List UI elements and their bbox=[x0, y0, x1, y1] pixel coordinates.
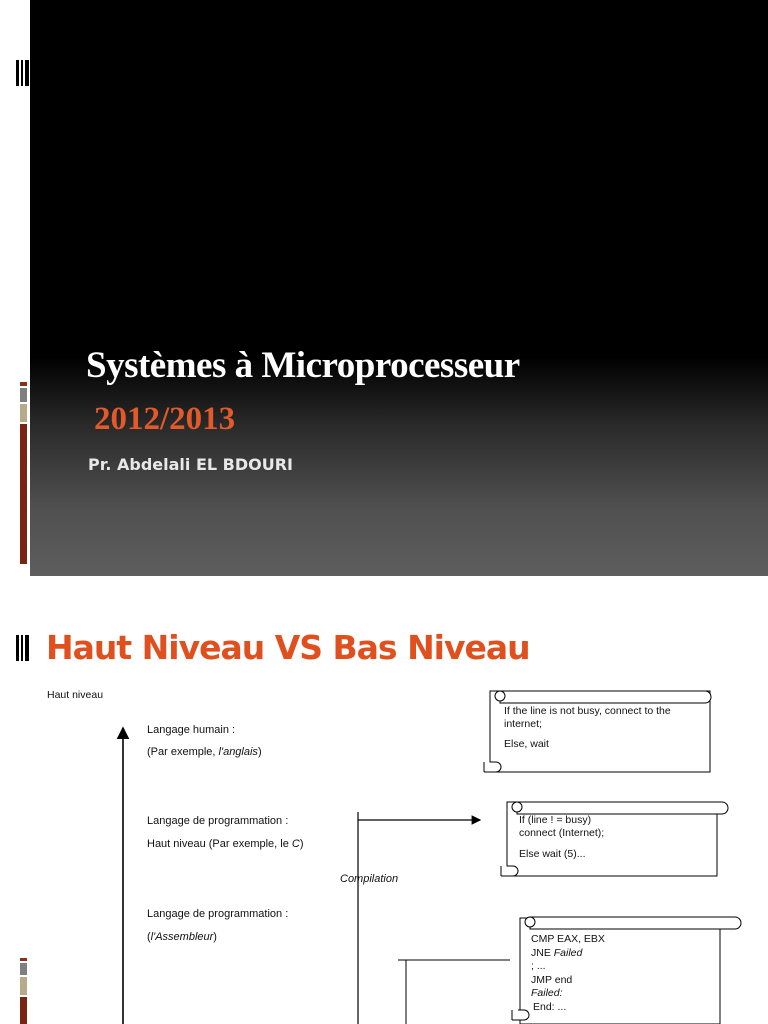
high-level-example: Haut niveau (Par exemple, le C) bbox=[147, 838, 304, 850]
slide-bullet-icon bbox=[16, 60, 30, 86]
assembler-example: (l'Assembleur) bbox=[147, 931, 217, 943]
language-levels-diagram bbox=[0, 578, 768, 1024]
sidebar-accent-strip bbox=[20, 404, 27, 422]
slide-title: Haut Niveau VS Bas Niveau bbox=[46, 628, 530, 667]
presentation-title: Systèmes à Microprocesseur bbox=[86, 345, 520, 386]
human-language-label: Langage humain : bbox=[147, 724, 236, 736]
academic-year: 2012/2013 bbox=[94, 401, 236, 437]
sidebar-accent-strip bbox=[20, 382, 27, 386]
scroll-english-text: If the line is not busy, connect to the internet; Else, wait bbox=[504, 705, 671, 750]
author-name: Pr. Abdelali EL BDOURI bbox=[88, 455, 293, 474]
human-language-example: (Par exemple, l'anglais) bbox=[147, 746, 262, 758]
content-slide bbox=[0, 578, 768, 1024]
scroll-c-code: If (line ! = busy) connect (Internet); Else wait (5)... bbox=[519, 814, 605, 860]
compilation-label: Compilation bbox=[340, 873, 399, 885]
sidebar-accent-strip bbox=[20, 424, 27, 564]
top-level-label: Haut niveau bbox=[47, 689, 104, 701]
programming-language-label: Langage de programmation : bbox=[147, 815, 289, 827]
programming-language-label: Langage de programmation : bbox=[147, 908, 289, 920]
scroll-asm-code: CMP EAX, EBX JNE Failed ; ... JMP end Failed: End: ... bbox=[531, 933, 605, 1013]
title-slide-background bbox=[30, 0, 768, 576]
sidebar-accent-strip bbox=[20, 388, 27, 402]
